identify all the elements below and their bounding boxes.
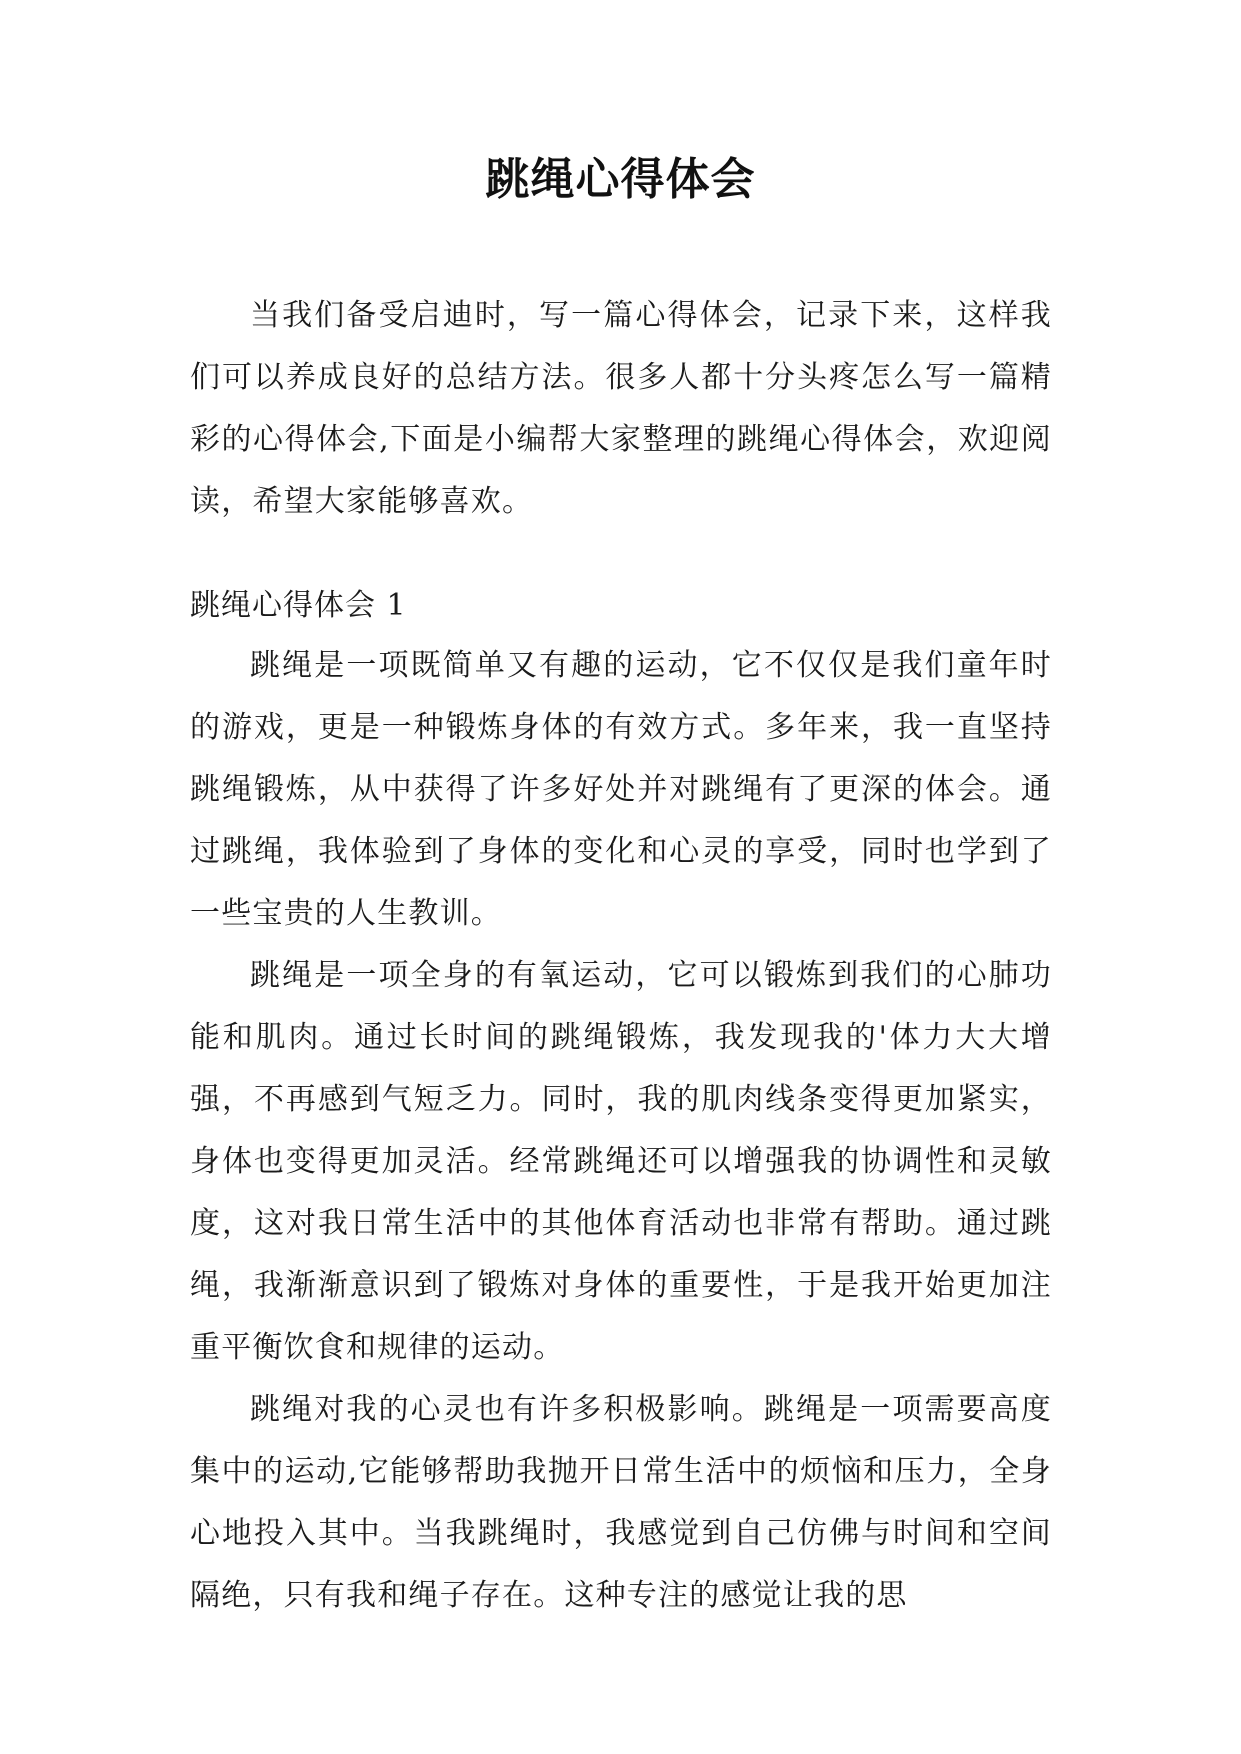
- body-paragraph: 跳绳对我的心灵也有许多积极影响。跳绳是一项需要高度集中的运动,它能够帮助我抛开日常生活中的烦恼和压力，全身心地投入其中。当我跳绳时，我感觉到自己仿佛与时间和空间隔绝，只有我和绳子存在。这种专注的感觉让我的思: [190, 1392, 1052, 1613]
- section-heading: 跳绳心得体会 1: [190, 588, 407, 623]
- intro-block: [190, 285, 1052, 533]
- body-paragraph: 跳绳是一项既简单又有趣的运动，它不仅仅是我们童年时的游戏，更是一种锻炼身体的有效方式。多年来，我一直坚持跳绳锻炼，从中获得了许多好处并对跳绳有了更深的体会。通过跳绳，我体验到了身体的变化和心灵的享受，同时也学到了一些宝贵的人生教训。: [190, 648, 1052, 931]
- section-body: [190, 635, 1052, 1627]
- body-paragraph: 跳绳是一项全身的有氧运动，它可以锻炼到我们的心肺功能和肌肉。通过长时间的跳绳锻炼，我发现我的'体力大大增强，不再感到气短乏力。同时，我的肌肉线条变得更加紧实，身体也变得更加灵活。经常跳绳还可以增强我的协调性和灵敏度，这对我日常生活中的其他体育活动也非常有帮助。通过跳绳，我渐渐意识到了锻炼对身体的重要性，于是我开始更加注重平衡饮食和规律的运动。: [190, 958, 1052, 1365]
- document-title: 跳绳心得体会: [485, 154, 756, 205]
- intro-paragraph: 当我们备受启迪时，写一篇心得体会，记录下来，这样我们可以养成良好的总结方法。很多人都十分头疼怎么写一篇精彩的心得体会,下面是小编帮大家整理的跳绳心得体会，欢迎阅读，希望大家能够喜欢。: [190, 298, 1052, 519]
